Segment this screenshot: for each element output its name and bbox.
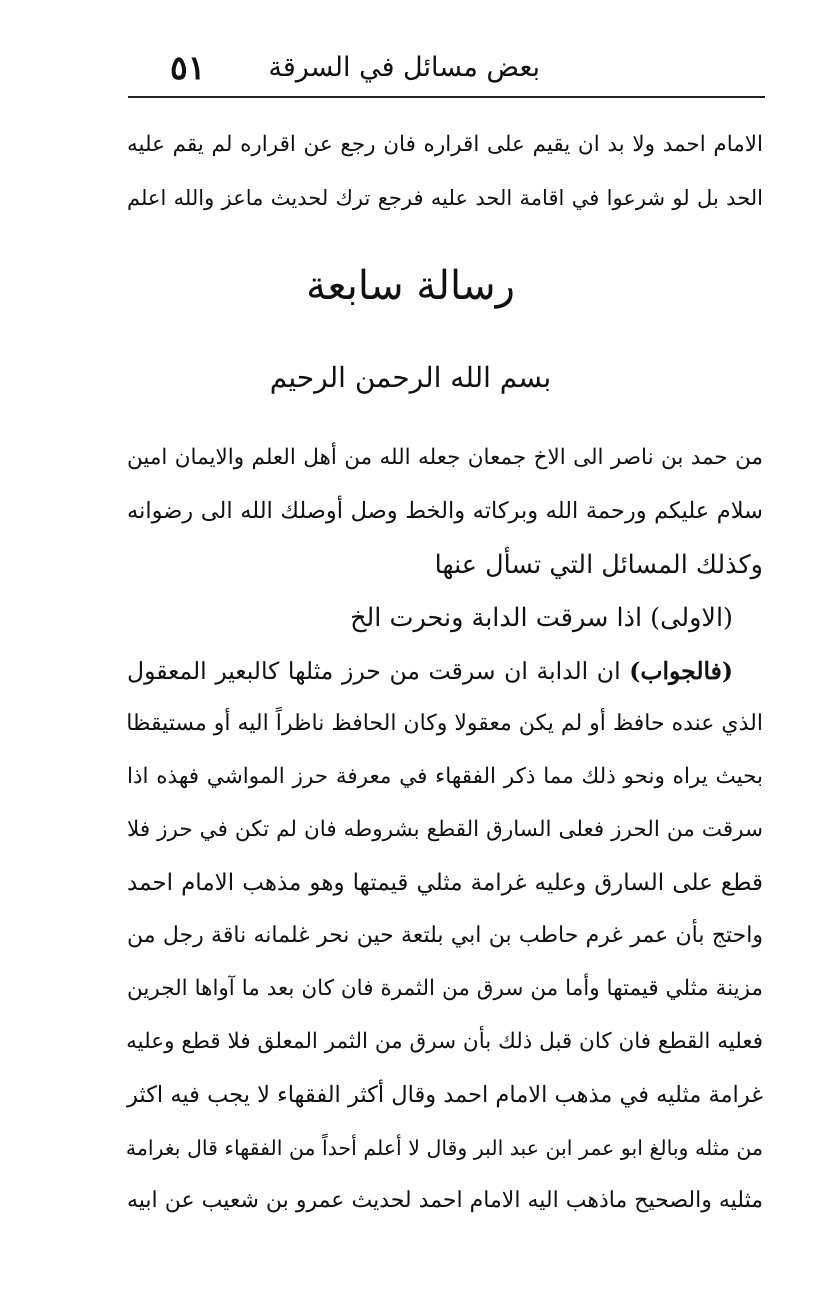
answer-label: (فالجواب) — [629, 657, 733, 685]
running-header — [130, 48, 765, 94]
answer-line-6: واحتج بأن عمر غرم حاطب بن ابي بلتعة حين نحر غلمانه ناقة رجل من — [127, 923, 763, 948]
answer-line-9: غرامة مثليه في مذهب الامام احمد وقال أكثر الفقهاء لا يجب فيه اكثر — [127, 1082, 763, 1108]
header-rule — [128, 96, 765, 98]
intro-line-1: الامام احمد ولا بد ان يقيم على اقراره فان رجع عن اقراره لم يقم عليه — [127, 132, 763, 157]
section-title: رسالة سابعة — [306, 263, 515, 309]
answer-line-1-text: ان الدابة ان سرقت من حرز مثلها كالبعير المعقول — [127, 657, 621, 685]
running-title: بعض مسائل في السرقة — [268, 52, 540, 83]
answer-line-8: فعليه القطع فان كان قبل ذلك بأن سرق من الثمر المعلق فلا قطع وعليه — [126, 1029, 763, 1054]
letter-line-1: من حمد بن ناصر الى الاخ جمعان جعله الله من أهل العلم والايمان امين — [127, 445, 763, 470]
letter-line-2: سلام عليكم ورحمة الله وبركاته والخط وصل أوصلك الله الى رضوانه — [127, 498, 763, 524]
answer-line-10: من مثله وبالغ ابو عمر ابن عبد البر وقال لا أعلم أحداً من الفقهاء قال بغرامة — [125, 1136, 763, 1160]
answer-line-11: مثليه والصحيح ماذهب اليه الامام احمد لحديث عمرو بن شعيب عن ابيه — [127, 1188, 763, 1213]
answer-line-2: الذي عنده حافظ أو لم يكن معقولا وكان الحافظ ناظراً اليه أو مستيقظا — [126, 711, 763, 736]
question-line: (الاولى) اذا سرقت الدابة ونحرت الخ — [350, 603, 733, 633]
letter-line-3: وكذلك المسائل التي تسأل عنها — [434, 550, 763, 580]
answer-line-3: بحيث يراه ونحو ذلك مما ذكر الفقهاء في معرفة حرز المواشي فهذه اذا — [127, 764, 763, 789]
basmala: بسم الله الرحمن الرحيم — [269, 361, 552, 394]
answer-line-5: قطع على السارق وعليه غرامة مثلي قيمتها وهو مذهب الامام احمد — [127, 870, 763, 896]
page-number: ٥١ — [170, 48, 206, 87]
answer-line-1 — [127, 656, 733, 686]
answer-line-7: مزينة مثلي قيمتها وأما من سرق من الثمرة فان كان بعد ما آواها الجرين — [127, 976, 763, 1001]
answer-line-4: سرقت من الحرز فعلى السارق القطع بشروطه فان لم تكن في حرز فلا — [127, 817, 763, 842]
intro-line-2: الحد بل لو شرعوا في اقامة الحد عليه فرجع ترك لحديث ماعز والله اعلم — [127, 186, 763, 210]
